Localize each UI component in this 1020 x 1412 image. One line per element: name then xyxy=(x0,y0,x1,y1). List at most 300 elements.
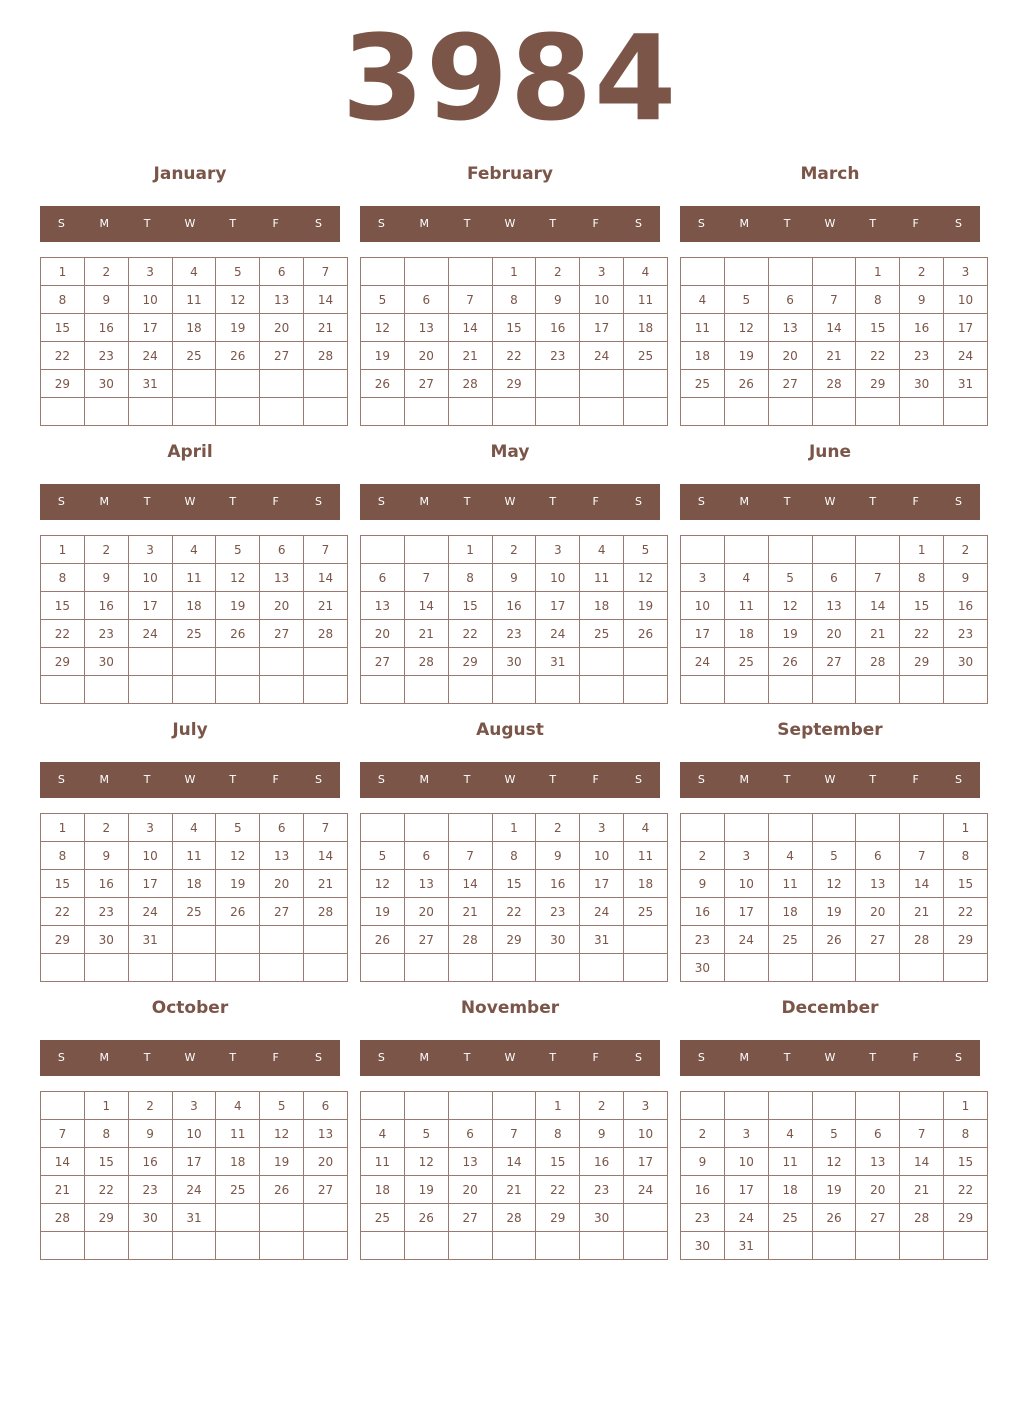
day-cell xyxy=(812,814,856,842)
day-cell: 4 xyxy=(768,842,812,870)
day-cell xyxy=(448,398,492,426)
day-cell xyxy=(361,1232,405,1260)
week-row xyxy=(41,314,348,342)
week-row xyxy=(361,564,668,592)
day-cell: 12 xyxy=(361,870,405,898)
day-cell: 19 xyxy=(404,1176,448,1204)
day-cell: 6 xyxy=(856,1120,900,1148)
day-cell: 20 xyxy=(856,898,900,926)
day-cell: 22 xyxy=(41,898,85,926)
day-cell xyxy=(361,398,405,426)
day-cell: 15 xyxy=(856,314,900,342)
day-cell: 8 xyxy=(492,842,536,870)
day-cell: 27 xyxy=(260,620,304,648)
day-cell: 22 xyxy=(536,1176,580,1204)
day-cell: 27 xyxy=(404,370,448,398)
day-cell: 12 xyxy=(812,870,856,898)
week-row xyxy=(361,536,668,564)
day-cell: 23 xyxy=(536,898,580,926)
day-cell xyxy=(812,1092,856,1120)
day-cell: 29 xyxy=(536,1204,580,1232)
day-cell: 5 xyxy=(216,536,260,564)
day-cell: 29 xyxy=(944,1204,988,1232)
day-cell: 28 xyxy=(448,370,492,398)
day-cell xyxy=(900,676,944,704)
day-cell: 16 xyxy=(681,1176,725,1204)
day-cell: 2 xyxy=(492,536,536,564)
weekday-label: T xyxy=(463,495,471,508)
day-cell xyxy=(536,1232,580,1260)
day-cell: 4 xyxy=(361,1120,405,1148)
day-cell: 12 xyxy=(216,842,260,870)
day-cell: 23 xyxy=(536,342,580,370)
day-cell xyxy=(624,370,668,398)
weekday-label: F xyxy=(592,217,599,230)
day-cell: 18 xyxy=(172,314,216,342)
week-row xyxy=(361,592,668,620)
week-row xyxy=(681,620,988,648)
day-cell xyxy=(172,1232,216,1260)
day-cell: 16 xyxy=(84,314,128,342)
weekday-label: F xyxy=(272,773,279,786)
day-cell: 27 xyxy=(856,926,900,954)
day-cell xyxy=(856,1092,900,1120)
day-cell: 11 xyxy=(216,1120,260,1148)
week-row xyxy=(681,1092,988,1120)
week-row xyxy=(681,592,988,620)
weekday-label: W xyxy=(504,1051,516,1064)
month-name: January xyxy=(153,164,227,184)
day-cell: 26 xyxy=(216,620,260,648)
day-cell: 11 xyxy=(724,592,768,620)
week-row xyxy=(681,314,988,342)
week-row xyxy=(361,842,668,870)
day-cell: 15 xyxy=(41,870,85,898)
day-cell: 23 xyxy=(128,1176,172,1204)
day-cell: 7 xyxy=(448,842,492,870)
day-cell: 3 xyxy=(681,564,725,592)
day-cell: 30 xyxy=(84,370,128,398)
day-cell xyxy=(128,648,172,676)
day-cell: 19 xyxy=(216,314,260,342)
weekday-label: M xyxy=(739,773,750,786)
day-cell xyxy=(812,1232,856,1260)
week-row xyxy=(361,870,668,898)
day-cell: 23 xyxy=(580,1176,624,1204)
day-cell: 14 xyxy=(304,564,348,592)
week-row xyxy=(361,1148,668,1176)
day-cell: 5 xyxy=(361,286,405,314)
day-cell: 11 xyxy=(768,1148,812,1176)
day-cell: 20 xyxy=(361,620,405,648)
day-cell: 2 xyxy=(681,1120,725,1148)
day-cell: 20 xyxy=(812,620,856,648)
day-cell xyxy=(681,398,725,426)
day-cell xyxy=(361,1092,405,1120)
day-cell: 13 xyxy=(361,592,405,620)
day-cell: 29 xyxy=(41,370,85,398)
day-cell: 23 xyxy=(681,926,725,954)
day-cell: 17 xyxy=(580,870,624,898)
day-cell: 11 xyxy=(681,314,725,342)
day-cell: 2 xyxy=(944,536,988,564)
week-row xyxy=(41,536,348,564)
day-cell: 10 xyxy=(681,592,725,620)
day-cell xyxy=(260,954,304,982)
day-cell xyxy=(260,926,304,954)
day-cell: 10 xyxy=(128,286,172,314)
day-cell xyxy=(492,676,536,704)
day-cell: 14 xyxy=(304,842,348,870)
week-row xyxy=(41,676,348,704)
day-cell: 6 xyxy=(260,258,304,286)
day-cell: 25 xyxy=(216,1176,260,1204)
day-cell: 11 xyxy=(768,870,812,898)
day-cell: 2 xyxy=(681,842,725,870)
week-row xyxy=(681,398,988,426)
week-row xyxy=(41,1176,348,1204)
day-cell: 15 xyxy=(41,314,85,342)
weekday-label: S xyxy=(634,217,642,230)
day-cell: 2 xyxy=(580,1092,624,1120)
day-cell xyxy=(856,1232,900,1260)
week-row xyxy=(681,1176,988,1204)
day-cell: 24 xyxy=(624,1176,668,1204)
day-cell: 1 xyxy=(84,1092,128,1120)
day-cell xyxy=(580,648,624,676)
weekday-label: T xyxy=(463,1051,471,1064)
day-cell: 8 xyxy=(84,1120,128,1148)
week-row xyxy=(41,398,348,426)
day-cell: 8 xyxy=(944,1120,988,1148)
day-cell xyxy=(812,676,856,704)
day-cell: 9 xyxy=(900,286,944,314)
day-cell: 27 xyxy=(361,648,405,676)
day-grid xyxy=(680,535,988,704)
weekday-label: W xyxy=(184,495,196,508)
day-cell: 24 xyxy=(580,342,624,370)
day-cell xyxy=(624,1232,668,1260)
day-cell: 31 xyxy=(944,370,988,398)
day-cell xyxy=(448,954,492,982)
day-cell: 2 xyxy=(84,814,128,842)
day-cell: 3 xyxy=(724,842,768,870)
month-name: December xyxy=(781,998,879,1018)
day-cell: 31 xyxy=(580,926,624,954)
day-cell: 19 xyxy=(812,898,856,926)
weekday-label: M xyxy=(419,773,430,786)
day-cell: 26 xyxy=(812,926,856,954)
week-row xyxy=(361,926,668,954)
weekday-label: F xyxy=(592,773,599,786)
day-cell xyxy=(260,370,304,398)
day-cell: 16 xyxy=(536,314,580,342)
day-cell: 29 xyxy=(492,926,536,954)
day-cell: 1 xyxy=(492,258,536,286)
day-cell: 25 xyxy=(580,620,624,648)
day-cell xyxy=(216,370,260,398)
day-cell xyxy=(41,1232,85,1260)
week-row xyxy=(681,676,988,704)
weekday-label: W xyxy=(504,217,516,230)
day-cell: 29 xyxy=(41,648,85,676)
day-cell: 26 xyxy=(724,370,768,398)
weekday-label: S xyxy=(697,217,705,230)
weekday-label: T xyxy=(869,1051,877,1064)
day-cell: 5 xyxy=(812,842,856,870)
day-cell: 25 xyxy=(681,370,725,398)
day-cell xyxy=(404,1232,448,1260)
weekday-label: S xyxy=(697,773,705,786)
day-cell xyxy=(724,398,768,426)
weekday-label: W xyxy=(824,773,836,786)
month-name: November xyxy=(460,998,560,1018)
day-cell xyxy=(624,398,668,426)
weekday-label: T xyxy=(549,217,557,230)
day-cell: 11 xyxy=(624,286,668,314)
day-cell xyxy=(580,370,624,398)
weekday-label: W xyxy=(824,217,836,230)
day-cell xyxy=(580,954,624,982)
day-cell: 8 xyxy=(41,564,85,592)
day-cell: 17 xyxy=(944,314,988,342)
day-cell xyxy=(172,370,216,398)
day-cell xyxy=(536,676,580,704)
day-cell xyxy=(768,1092,812,1120)
week-row xyxy=(361,898,668,926)
day-cell: 28 xyxy=(900,926,944,954)
day-cell: 22 xyxy=(492,898,536,926)
day-cell: 8 xyxy=(900,564,944,592)
day-cell: 31 xyxy=(172,1204,216,1232)
week-row xyxy=(681,342,988,370)
weekday-label: T xyxy=(463,773,471,786)
week-row xyxy=(681,898,988,926)
day-cell: 3 xyxy=(536,536,580,564)
day-cell: 6 xyxy=(768,286,812,314)
day-cell: 4 xyxy=(681,286,725,314)
day-cell: 21 xyxy=(856,620,900,648)
day-cell: 6 xyxy=(856,842,900,870)
day-cell: 20 xyxy=(448,1176,492,1204)
day-cell: 22 xyxy=(84,1176,128,1204)
day-cell xyxy=(84,954,128,982)
day-cell: 3 xyxy=(172,1092,216,1120)
day-cell: 16 xyxy=(944,592,988,620)
day-cell: 12 xyxy=(724,314,768,342)
day-cell xyxy=(361,814,405,842)
day-cell xyxy=(304,926,348,954)
day-cell: 3 xyxy=(128,536,172,564)
weekday-label: T xyxy=(869,773,877,786)
day-cell: 17 xyxy=(128,314,172,342)
day-cell: 4 xyxy=(172,536,216,564)
day-cell: 24 xyxy=(128,342,172,370)
day-cell: 21 xyxy=(448,898,492,926)
day-cell: 16 xyxy=(492,592,536,620)
day-cell: 30 xyxy=(900,370,944,398)
day-cell: 26 xyxy=(812,1204,856,1232)
day-cell: 29 xyxy=(856,370,900,398)
week-row xyxy=(681,926,988,954)
day-cell xyxy=(304,1204,348,1232)
day-cell: 14 xyxy=(900,1148,944,1176)
day-cell: 7 xyxy=(856,564,900,592)
day-cell: 21 xyxy=(304,592,348,620)
day-cell xyxy=(260,1204,304,1232)
day-cell: 23 xyxy=(84,898,128,926)
weekday-header xyxy=(40,1040,340,1076)
day-cell: 4 xyxy=(172,814,216,842)
day-cell: 25 xyxy=(724,648,768,676)
day-cell: 22 xyxy=(944,898,988,926)
day-cell: 9 xyxy=(128,1120,172,1148)
week-row xyxy=(361,676,668,704)
day-cell xyxy=(448,1092,492,1120)
day-cell: 14 xyxy=(448,314,492,342)
week-row xyxy=(41,1232,348,1260)
day-cell xyxy=(624,648,668,676)
day-cell: 18 xyxy=(681,342,725,370)
week-row xyxy=(361,1232,668,1260)
day-cell xyxy=(304,676,348,704)
weekday-label: S xyxy=(57,495,65,508)
day-cell xyxy=(304,648,348,676)
day-cell: 21 xyxy=(404,620,448,648)
day-cell: 20 xyxy=(404,898,448,926)
day-cell: 9 xyxy=(681,1148,725,1176)
day-cell: 19 xyxy=(768,620,812,648)
week-row xyxy=(681,1120,988,1148)
day-cell: 7 xyxy=(492,1120,536,1148)
day-cell: 9 xyxy=(681,870,725,898)
day-cell: 27 xyxy=(856,1204,900,1232)
week-row xyxy=(41,1092,348,1120)
day-cell xyxy=(812,536,856,564)
day-grid xyxy=(680,1091,988,1260)
day-cell: 6 xyxy=(260,536,304,564)
day-cell: 5 xyxy=(624,536,668,564)
day-cell: 5 xyxy=(724,286,768,314)
week-row xyxy=(681,1204,988,1232)
day-grid xyxy=(680,813,988,982)
day-cell: 13 xyxy=(260,842,304,870)
day-cell: 29 xyxy=(84,1204,128,1232)
day-cell: 11 xyxy=(580,564,624,592)
day-grid xyxy=(40,813,348,982)
day-cell: 27 xyxy=(304,1176,348,1204)
day-cell: 30 xyxy=(536,926,580,954)
weekday-header xyxy=(680,762,980,798)
weekday-label: M xyxy=(99,495,110,508)
day-cell: 25 xyxy=(624,342,668,370)
day-cell: 12 xyxy=(216,286,260,314)
day-cell xyxy=(304,1232,348,1260)
day-cell: 1 xyxy=(944,814,988,842)
day-cell: 17 xyxy=(681,620,725,648)
month-name: May xyxy=(490,442,530,462)
day-cell: 6 xyxy=(404,842,448,870)
day-cell: 3 xyxy=(128,814,172,842)
day-cell: 23 xyxy=(944,620,988,648)
day-cell: 7 xyxy=(900,1120,944,1148)
day-cell: 20 xyxy=(260,870,304,898)
weekday-label: T xyxy=(229,217,237,230)
day-cell: 1 xyxy=(856,258,900,286)
day-cell: 6 xyxy=(260,814,304,842)
week-row xyxy=(681,258,988,286)
day-cell: 15 xyxy=(41,592,85,620)
day-cell: 9 xyxy=(84,842,128,870)
weekday-header xyxy=(40,484,340,520)
day-cell xyxy=(404,258,448,286)
day-cell: 17 xyxy=(724,1176,768,1204)
day-cell: 15 xyxy=(900,592,944,620)
day-cell: 12 xyxy=(260,1120,304,1148)
year-title: 3984 xyxy=(341,9,679,147)
day-cell: 5 xyxy=(404,1120,448,1148)
day-cell: 10 xyxy=(580,842,624,870)
weekday-label: T xyxy=(229,1051,237,1064)
day-cell: 19 xyxy=(260,1148,304,1176)
day-cell: 19 xyxy=(724,342,768,370)
day-cell xyxy=(681,814,725,842)
weekday-label: T xyxy=(143,773,151,786)
day-cell: 28 xyxy=(404,648,448,676)
month-name: August xyxy=(476,720,544,740)
weekday-label: T xyxy=(869,495,877,508)
day-cell: 10 xyxy=(128,564,172,592)
weekday-label: M xyxy=(99,773,110,786)
day-cell xyxy=(492,954,536,982)
day-cell: 3 xyxy=(624,1092,668,1120)
day-cell: 11 xyxy=(172,564,216,592)
day-cell: 16 xyxy=(900,314,944,342)
day-cell: 1 xyxy=(944,1092,988,1120)
day-cell xyxy=(681,1092,725,1120)
day-cell: 5 xyxy=(768,564,812,592)
day-cell: 20 xyxy=(856,1176,900,1204)
weekday-label: S xyxy=(377,773,385,786)
day-cell xyxy=(41,1092,85,1120)
day-cell xyxy=(681,676,725,704)
week-row xyxy=(681,536,988,564)
day-cell xyxy=(900,1092,944,1120)
day-cell: 21 xyxy=(900,898,944,926)
day-cell xyxy=(768,398,812,426)
day-grid xyxy=(40,535,348,704)
weekday-label: M xyxy=(99,217,110,230)
day-cell: 21 xyxy=(492,1176,536,1204)
day-cell: 3 xyxy=(580,258,624,286)
day-cell: 14 xyxy=(404,592,448,620)
day-cell xyxy=(900,814,944,842)
day-cell xyxy=(856,954,900,982)
day-cell: 12 xyxy=(216,564,260,592)
day-cell: 8 xyxy=(492,286,536,314)
day-cell: 5 xyxy=(361,842,405,870)
day-cell: 18 xyxy=(172,592,216,620)
day-cell: 18 xyxy=(768,1176,812,1204)
day-cell xyxy=(944,954,988,982)
day-cell: 23 xyxy=(681,1204,725,1232)
day-cell: 27 xyxy=(404,926,448,954)
day-cell: 11 xyxy=(624,842,668,870)
weekday-label: M xyxy=(419,217,430,230)
week-row xyxy=(361,398,668,426)
day-cell: 15 xyxy=(536,1148,580,1176)
day-cell: 14 xyxy=(492,1148,536,1176)
